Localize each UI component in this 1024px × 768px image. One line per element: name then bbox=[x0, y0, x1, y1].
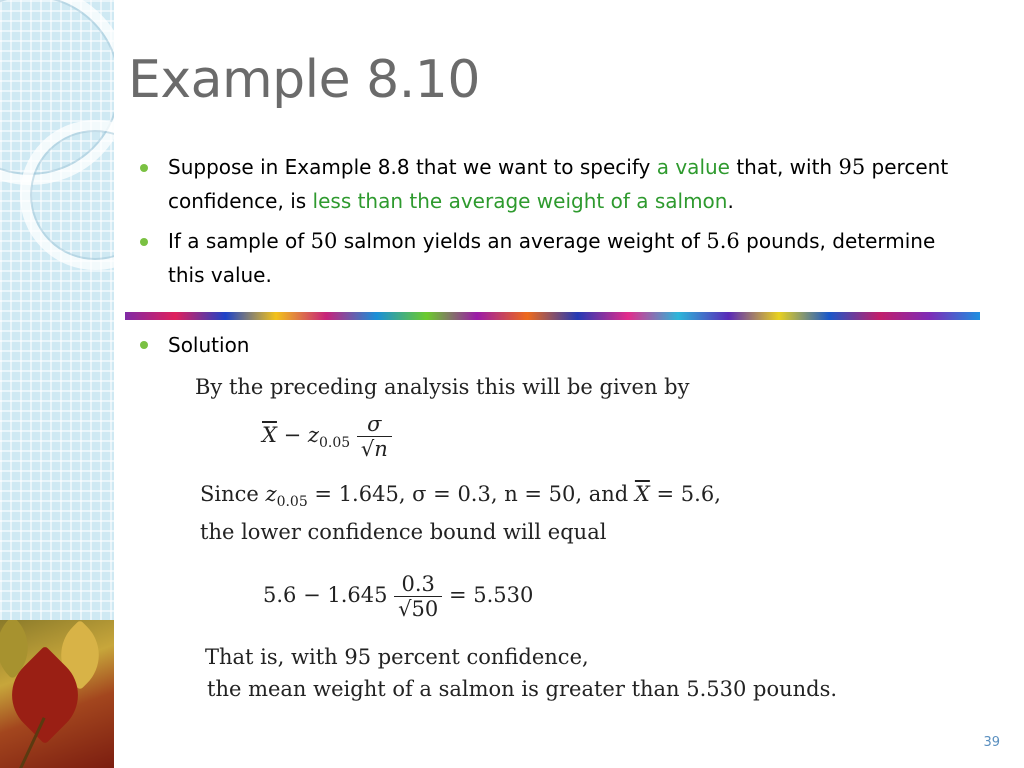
fraction bbox=[357, 412, 392, 461]
bullet-text: If a sample of bbox=[168, 229, 311, 253]
bullet-item bbox=[140, 150, 970, 218]
bullet-dot-icon bbox=[140, 341, 148, 349]
bullet-text: . bbox=[727, 189, 734, 213]
formula-text: = 5.6, bbox=[649, 482, 721, 506]
autumn-leaves-image bbox=[0, 620, 114, 768]
page-number: 39 bbox=[983, 735, 1000, 750]
solution-line bbox=[200, 482, 721, 510]
solution-label: Solution bbox=[168, 333, 250, 357]
number-text: 5.6 bbox=[706, 229, 740, 253]
solution-line: the mean weight of a salmon is greater than 5.530 pounds. bbox=[207, 677, 838, 701]
fraction-numerator: σ bbox=[367, 412, 382, 436]
fraction-numerator: 0.3 bbox=[401, 572, 435, 596]
bullet-dot-icon bbox=[140, 238, 148, 246]
number-text: 50 bbox=[310, 229, 338, 253]
solution-line: That is, with 95 percent confidence, bbox=[205, 645, 589, 669]
solution-line: the lower confidence bound will equal bbox=[200, 520, 607, 544]
bullet-item bbox=[140, 224, 970, 292]
formula-text: = 1.645, σ = 0.3, n = 50, and bbox=[307, 482, 635, 506]
formula-text: − z bbox=[276, 423, 319, 447]
solution-line: By the preceding analysis this will be given by bbox=[195, 375, 690, 399]
bullet-text: salmon yields an average weight of bbox=[337, 229, 707, 253]
slide-title: Example 8.10 bbox=[128, 50, 480, 110]
highlight-text: a value bbox=[656, 155, 730, 179]
subscript: 0.05 bbox=[318, 435, 351, 451]
solution-bullet bbox=[140, 330, 249, 360]
fraction-denominator: √50 bbox=[394, 596, 442, 621]
fraction-denominator: √n bbox=[357, 436, 392, 461]
xbar-symbol: $\overline{X}$ bbox=[262, 423, 277, 447]
formula-text: Since bbox=[200, 482, 266, 506]
bullet-text: that, with bbox=[729, 155, 839, 179]
decorative-side-band bbox=[0, 0, 114, 768]
formula-text: = 5.530 bbox=[442, 583, 534, 607]
bullet-dot-icon bbox=[140, 164, 148, 172]
colorful-divider bbox=[125, 312, 980, 320]
formula-computation bbox=[263, 572, 533, 621]
bullet-list bbox=[140, 150, 970, 298]
bullet-text: pounds, determine this value. bbox=[168, 229, 936, 287]
subscript: 0.05 bbox=[276, 494, 308, 510]
bullet-text: Suppose in Example 8.8 that we want to specify bbox=[168, 155, 657, 179]
formula-text: z bbox=[265, 482, 277, 506]
xbar-symbol: $\overline{X}$ bbox=[634, 482, 650, 506]
formula-text: 5.6 − 1.645 bbox=[263, 583, 388, 607]
highlight-text: less than the average weight of a salmon bbox=[312, 189, 728, 213]
number-text: 95 bbox=[838, 155, 866, 179]
formula-lower-bound bbox=[262, 412, 392, 461]
fraction bbox=[394, 572, 442, 621]
bullet-text: percent confidence, is bbox=[168, 155, 949, 213]
